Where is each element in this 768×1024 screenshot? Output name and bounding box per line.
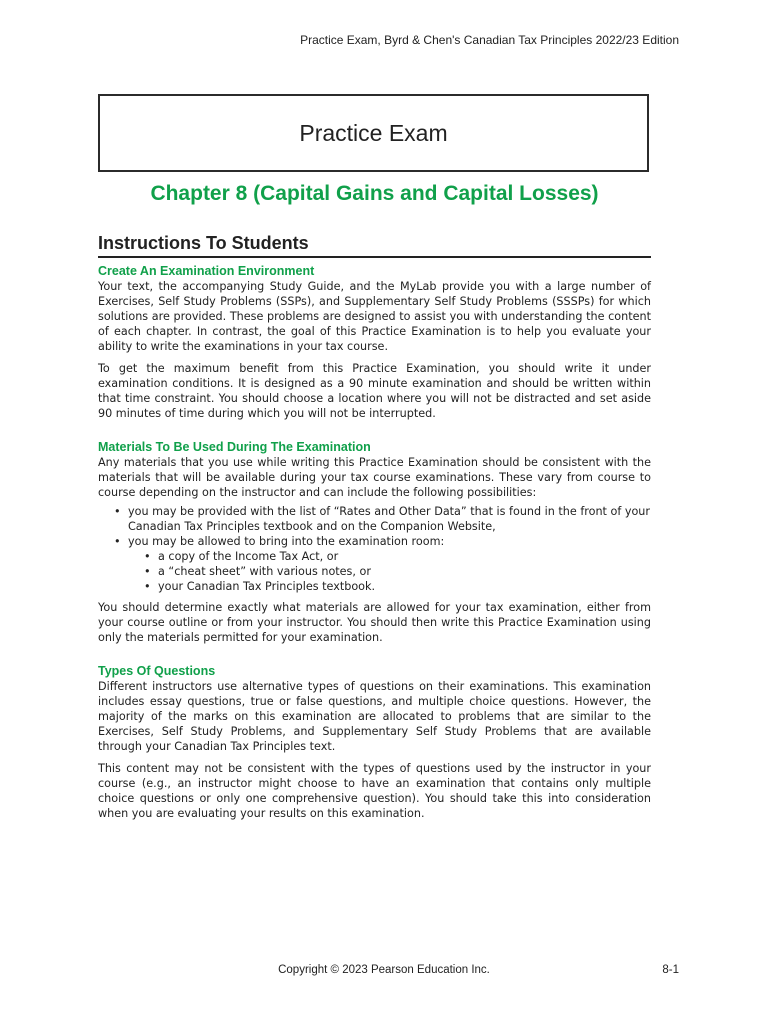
paragraph: Different instructors use alternative types of questions on their examinations. This examination includes essay questions, true or false questions, and multiple choice questions. However, the majority of the marks on this examination are allocated to problems that are similar to the Exercises, Self Study Problems, and Supplementary Self Study Problems that are available through your Canadian Tax Principles text. (98, 680, 651, 753)
chapter-title: Chapter 8 (Capital Gains and Capital Losses) (150, 182, 599, 205)
list-item-text: you may be allowed to bring into the examination room: (128, 535, 445, 548)
page-number: 8-1 (662, 964, 679, 976)
section-heading: Instructions To Students (98, 233, 651, 258)
subsection-heading-materials: Materials To Be Used During The Examination (98, 440, 371, 454)
subsection-heading-question-types: Types Of Questions (98, 664, 216, 678)
running-header: Practice Exam, Byrd & Chen's Canadian Tax Principles 2022/23 Edition (300, 33, 679, 47)
paragraph: Any materials that you use while writing this Practice Examination should be consistent with the materials that will be available during your tax course examinations. These vary from course to course depending on the instructor and can include the following possibilities: (98, 456, 651, 499)
title-box (98, 94, 649, 172)
footer-copyright: Copyright © 2023 Pearson Education Inc. (278, 964, 490, 976)
subsection-heading-environment: Create An Examination Environment (98, 264, 315, 278)
sub-list-item: • a “cheat sheet” with various notes, or (128, 564, 651, 579)
sub-list (128, 549, 651, 594)
list-item: • you may be provided with the list of “Rates and Other Data” that is found in the front of your Canadian Tax Principles textbook and on the Companion Website, (98, 504, 651, 534)
paragraph: Your text, the accompanying Study Guide, and the MyLab provide you with a large number of Exercises, Self Study Problems (SSPs), and Supplementary Self Study Problems (SSSPs) for which solutions are provided. These problems are designed to assist you with understanding the content of each chapter. In contrast, the goal of this Practice Examination is to help you evaluate your ability to write the examinations in your tax course. (98, 280, 651, 353)
sub-list-item: • a copy of the Income Tax Act, or (128, 549, 651, 564)
page-title: Practice Exam (299, 119, 448, 146)
list-item (98, 534, 651, 594)
instructions-section (98, 233, 651, 821)
paragraph: You should determine exactly what materials are allowed for your tax examination, either from your course outline or from your instructor. You should then write this Practice Examination using only the materials permitted for your examination. (98, 601, 651, 644)
sub-list-item: • your Canadian Tax Principles textbook. (128, 579, 651, 594)
paragraph: To get the maximum benefit from this Practice Examination, you should write it under examination conditions. It is designed as a 90 minute examination and should be written within that time constraint. You should choose a location where you will not be distracted and set aside 90 minutes of time during which you will not be interrupted. (98, 362, 651, 420)
paragraph: This content may not be consistent with the types of questions used by the instructor in your course (e.g., an instructor might choose to have an examination that contains only multiple choice questions or only one comprehensive question). You should take this into consideration when you are evaluating your results on this examination. (98, 762, 651, 820)
materials-list (98, 504, 651, 594)
